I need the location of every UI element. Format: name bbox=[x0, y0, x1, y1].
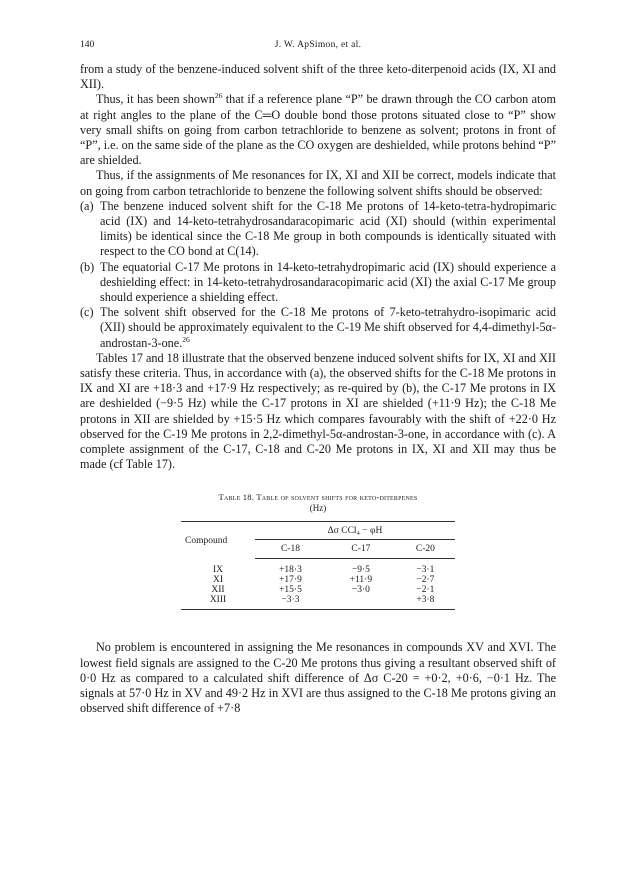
journal-page bbox=[80, 40, 556, 717]
column-header: C-20 bbox=[396, 540, 455, 559]
list-item-text: The equatorial C-17 Me protons in 14-keto-tetrahydropimaric acid (IX) should experience a deshielding effect: in 14-keto-tetrahydrosandaracopimaric acid (XI) the axial C-17 Me group should experience a shielding effect. bbox=[100, 259, 556, 305]
table-caption: Table 18. Table of solvent shifts for keto-diterpenes bbox=[218, 492, 418, 503]
list-item-label: (b) bbox=[80, 259, 95, 274]
cell-c18: +17·9 bbox=[279, 575, 302, 586]
cell-compound: XI bbox=[212, 575, 224, 586]
cell-compound: IX bbox=[212, 565, 224, 576]
cell-c20: −3·1 bbox=[416, 565, 435, 576]
table-row bbox=[181, 559, 455, 576]
compound-header: Compound bbox=[181, 522, 255, 559]
cell-c17 bbox=[326, 595, 396, 610]
cell-c17: −9·5 bbox=[351, 565, 370, 576]
column-header: C-17 bbox=[326, 540, 396, 559]
reference-superscript: 26 bbox=[182, 334, 190, 344]
running-head: J. W. ApSimon, et al. bbox=[274, 40, 362, 50]
column-header: C-18 bbox=[255, 540, 326, 559]
cell-c17: −3·0 bbox=[351, 585, 370, 596]
paragraph-1: from a study of the benzene-induced solvent shift of the three keto-diterpenoid acids (IX, XI and XII). bbox=[80, 62, 556, 92]
solvent-shift-table bbox=[181, 521, 455, 610]
paragraph-2 bbox=[80, 92, 556, 168]
criteria-list bbox=[80, 199, 556, 351]
table-row bbox=[181, 595, 455, 610]
cell-c20: −2·1 bbox=[416, 585, 435, 596]
page-header bbox=[80, 40, 556, 54]
list-item bbox=[80, 199, 556, 260]
cell-c20: +3·8 bbox=[396, 595, 455, 610]
paragraph-5: No problem is encountered in assigning the Me resonances in compounds XV and XVI. The lowest field signals are assigned to the C-20 Me protons thus giving a resultant observed shift of 0·0 Hz as compared to a calculated shift difference of Δσ C-20 = +0·2, +0·6, −0·1 Hz. The signals at 57·0 Hz in XV and 49·2 Hz in XVI are thus assigned to the C-18 Me protons giving an observed shift difference of +7·8 bbox=[80, 640, 556, 716]
cell-c18: +15·5 bbox=[279, 585, 302, 596]
table-row bbox=[181, 575, 455, 585]
cell-compound: XII bbox=[211, 585, 225, 596]
paragraph-2-start: Thus, it has been shown bbox=[96, 92, 215, 107]
cell-c18: −3·3 bbox=[255, 595, 326, 610]
list-item-label: (a) bbox=[80, 198, 94, 213]
cell-c20: −2·7 bbox=[416, 575, 435, 586]
table-unit: (Hz) bbox=[309, 503, 327, 514]
table-row bbox=[181, 585, 455, 595]
list-item-text: The solvent shift observed for the C-18 Me protons of 7-keto-tetrahydro-isopimaric acid (XII) should be approximately equivalent to the C-19 Me shift observed for 4,4-dimethyl-5α-androstan-3-one. bbox=[100, 305, 556, 350]
paragraph-3: Thus, if the assignments of Me resonances for IX, XI and XII be correct, models indicate that on going from carbon tetrachloride to benzene the following solvent shifts should be observed: bbox=[80, 168, 556, 198]
group-header: Δσ CCl₄ − φH bbox=[255, 522, 455, 540]
list-item bbox=[80, 305, 556, 351]
cell-c17: +11·9 bbox=[349, 575, 373, 586]
reference-superscript: 26 bbox=[214, 91, 223, 101]
list-item bbox=[80, 260, 556, 306]
page-number: 140 bbox=[80, 40, 95, 50]
cell-compound: XIII bbox=[181, 595, 255, 610]
list-item-text: The benzene induced solvent shift for the C-18 Me protons of 14-keto-tetra-hydropimaric acid (IX) and 14-keto-tetrahydrosandaracopimaric acid (XI) should (within experimental limits) be identical since the C-18 Me group in both compounds is identically situated with respect to the CO bond at C(14). bbox=[100, 198, 556, 259]
paragraph-4: Tables 17 and 18 illustrate that the observed benzene induced solvent shifts for IX, XI and XII satisfy these criteria. Thus, in accordance with (a), the observed shifts for the C-18 Me protons in IX and XI are +18·3 and +17·9 Hz respectively; as re-quired by (b), the C-17 Me protons in IX are deshielded (−9·5 Hz) while the C-17 protons in XI are shielded (+11·9 Hz); the C-18 Me protons in XII are shielded by +15·5 Hz which compares favourably with the shift of +22·0 Hz observed for the C-19 Me protons in 2,2-dimethyl-5α-androstan-3-one, in accordance with (c). A complete assignment of the C-17, C-18 and C-20 Me protons in IX, XI and XII may thus be made (cf Table 17). bbox=[80, 350, 556, 472]
cell-c18: +18·3 bbox=[279, 565, 302, 576]
list-item-label: (c) bbox=[80, 305, 94, 320]
paragraph-2-rest: that if a reference plane “P” be drawn through the CO carbon atom at right angles to the plane of the C═O double bond those protons situated close to “P” show very small shifts on going from carbon tetrachloride to benzene as solvent; protons in front of “P”, i.e. on the same side of the plane as the CO oxygen are deshielded, while protons behind “P” are shielded. bbox=[80, 92, 557, 168]
